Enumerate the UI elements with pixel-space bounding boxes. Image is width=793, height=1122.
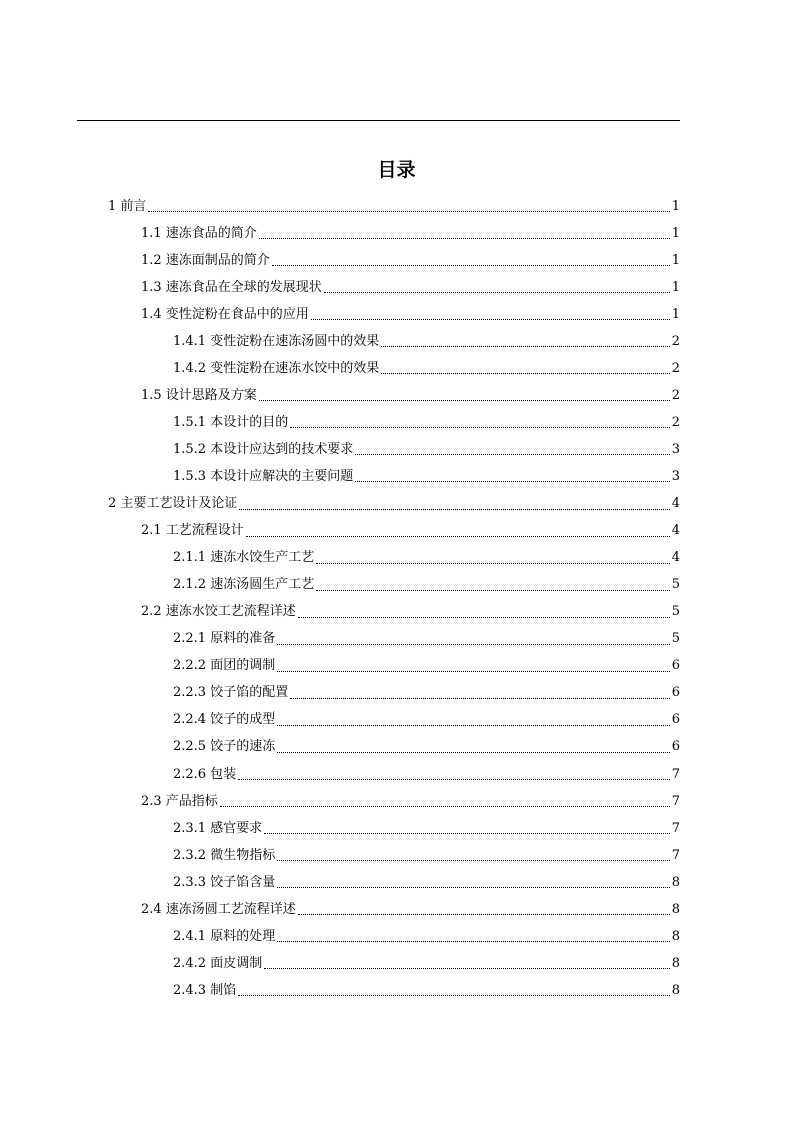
- toc-entry-page-number: 5: [671, 604, 680, 620]
- toc-dot-leader: [324, 276, 670, 293]
- toc-entry[interactable]: [173, 815, 680, 842]
- toc-dot-leader: [259, 222, 670, 239]
- toc-entry-label: 1.5.3 本设计应解决的主要问题: [173, 468, 354, 484]
- toc-entry-page-number: 6: [671, 685, 680, 701]
- toc-entry-page-number: 1: [671, 279, 680, 295]
- toc-entry-label: 1.4.1 变性淀粉在速冻汤圆中的效果: [173, 333, 380, 349]
- toc-dot-leader: [381, 330, 670, 347]
- toc-dot-leader: [298, 898, 670, 915]
- toc-entry-label: 1.5.1 本设计的目的: [173, 414, 289, 430]
- toc-entry[interactable]: [141, 788, 680, 815]
- toc-entry-page-number: 1: [671, 225, 680, 241]
- toc-entry-label: 2.2.2 面团的调制: [173, 658, 276, 674]
- toc-entry-page-number: 7: [671, 793, 680, 809]
- toc-dot-leader: [148, 195, 670, 212]
- toc-entry-page-number: 3: [671, 468, 680, 484]
- toc-entry-label: 2.4.3 制馅: [173, 982, 237, 998]
- toc-entry[interactable]: [173, 734, 680, 761]
- toc-dot-leader: [355, 438, 670, 455]
- toc-entry[interactable]: [141, 518, 680, 545]
- toc-entry-label: 1.5 设计思路及方案: [141, 387, 257, 403]
- toc-dot-leader: [277, 736, 670, 753]
- toc-entry[interactable]: [141, 220, 680, 247]
- table-of-contents: [0, 193, 793, 1004]
- toc-dot-leader: [246, 520, 670, 537]
- toc-dot-leader: [277, 925, 670, 942]
- toc-entry-label: 2.2 速冻水饺工艺流程详述: [141, 604, 296, 620]
- toc-dot-leader: [316, 574, 670, 591]
- toc-entry-page-number: 8: [671, 955, 680, 971]
- toc-entry[interactable]: [173, 436, 680, 463]
- toc-entry[interactable]: [141, 382, 680, 409]
- toc-entry-label: 2.3.1 感官要求: [173, 820, 263, 836]
- toc-entry-label: 2.4.1 原料的处理: [173, 928, 276, 944]
- toc-entry[interactable]: [173, 409, 680, 436]
- toc-entry[interactable]: [141, 896, 680, 923]
- toc-entry[interactable]: [173, 355, 680, 382]
- toc-entry-page-number: 8: [671, 982, 680, 998]
- toc-entry[interactable]: [108, 193, 680, 220]
- toc-dot-leader: [290, 411, 670, 428]
- toc-dot-leader: [290, 682, 670, 699]
- toc-entry-label: 2.2.3 饺子馅的配置: [173, 685, 289, 701]
- toc-entry[interactable]: [173, 923, 680, 950]
- toc-entry-label: 2.4.2 面皮调制: [173, 955, 263, 971]
- toc-entry-page-number: 1: [671, 306, 680, 322]
- toc-dot-leader: [316, 547, 670, 564]
- toc-entry-label: 1 前言: [108, 198, 147, 214]
- toc-entry-page-number: 3: [671, 441, 680, 457]
- toc-entry-page-number: 5: [671, 631, 680, 647]
- toc-entry-page-number: 2: [671, 414, 680, 430]
- toc-entry-label: 2.4 速冻汤圆工艺流程详述: [141, 901, 296, 917]
- toc-entry-page-number: 4: [671, 550, 680, 566]
- toc-entry-page-number: 6: [671, 739, 680, 755]
- toc-entry-label: 2.3.2 微生物指标: [173, 847, 276, 863]
- toc-dot-leader: [277, 655, 670, 672]
- toc-entry-label: 1.5.2 本设计应达到的技术要求: [173, 441, 354, 457]
- toc-entry[interactable]: [173, 842, 680, 869]
- toc-dot-leader: [381, 357, 670, 374]
- toc-dot-leader: [259, 384, 670, 401]
- toc-entry-page-number: 8: [671, 928, 680, 944]
- toc-dot-leader: [272, 249, 670, 266]
- toc-dot-leader: [277, 709, 670, 726]
- toc-entry-label: 2.1.2 速冻汤圆生产工艺: [173, 577, 315, 593]
- toc-entry-page-number: 7: [671, 766, 680, 782]
- toc-title: 目录: [377, 159, 416, 181]
- toc-entry[interactable]: [173, 463, 680, 490]
- toc-dot-leader: [311, 303, 670, 320]
- toc-entry-page-number: 8: [671, 874, 680, 890]
- toc-dot-leader: [220, 790, 670, 807]
- toc-entry-label: 2.1 工艺流程设计: [141, 523, 244, 539]
- toc-dot-leader: [277, 628, 670, 645]
- toc-entry-label: 1.3 速冻食品在全球的发展现状: [141, 279, 322, 295]
- toc-entry[interactable]: [173, 680, 680, 707]
- toc-entry-label: 2.3.3 饺子馅含量: [173, 874, 276, 890]
- toc-entry-page-number: 5: [671, 577, 680, 593]
- toc-dot-leader: [264, 817, 670, 834]
- toc-entry-label: 1.4 变性淀粉在食品中的应用: [141, 306, 309, 322]
- toc-entry[interactable]: [141, 599, 680, 626]
- toc-entry[interactable]: [173, 653, 680, 680]
- toc-entry[interactable]: [173, 707, 680, 734]
- toc-entry-label: 1.2 速冻面制品的简介: [141, 252, 270, 268]
- toc-entry-page-number: 6: [671, 712, 680, 728]
- toc-entry[interactable]: [173, 572, 680, 599]
- toc-entry-label: 1.1 速冻食品的简介: [141, 225, 257, 241]
- toc-entry[interactable]: [173, 626, 680, 653]
- toc-entry[interactable]: [141, 301, 680, 328]
- toc-entry-label: 2.2.6 包装: [173, 766, 237, 782]
- toc-entry-page-number: 1: [671, 252, 680, 268]
- toc-entry-label: 1.4.2 变性淀粉在速冻水饺中的效果: [173, 360, 380, 376]
- toc-entry-page-number: 2: [671, 360, 680, 376]
- toc-entry-label: 2.2.5 饺子的速冻: [173, 739, 276, 755]
- toc-entry[interactable]: [173, 977, 680, 1004]
- toc-entry[interactable]: [141, 247, 680, 274]
- toc-entry[interactable]: [173, 328, 680, 355]
- toc-entry-page-number: 4: [671, 523, 680, 539]
- toc-entry-page-number: 4: [671, 496, 680, 512]
- header-rule: [77, 120, 680, 121]
- toc-dot-leader: [264, 952, 670, 969]
- toc-entry[interactable]: [108, 491, 680, 518]
- toc-entry-page-number: 6: [671, 658, 680, 674]
- toc-entry[interactable]: [141, 274, 680, 301]
- toc-entry-label: 2 主要工艺设计及论证: [108, 496, 238, 512]
- toc-entry[interactable]: [173, 869, 680, 896]
- toc-entry-page-number: 8: [671, 901, 680, 917]
- toc-entry-page-number: 7: [671, 847, 680, 863]
- toc-entry-label: 2.1.1 速冻水饺生产工艺: [173, 550, 315, 566]
- toc-dot-leader: [298, 601, 670, 618]
- toc-dot-leader: [277, 871, 670, 888]
- toc-entry-label: 2.3 产品指标: [141, 793, 218, 809]
- toc-entry-label: 2.2.4 饺子的成型: [173, 712, 276, 728]
- toc-entry-label: 2.2.1 原料的准备: [173, 631, 276, 647]
- toc-dot-leader: [238, 763, 670, 780]
- toc-entry[interactable]: [173, 761, 680, 788]
- toc-entry-page-number: 2: [671, 387, 680, 403]
- toc-entry-page-number: 1: [671, 198, 680, 214]
- toc-dot-leader: [238, 979, 670, 996]
- toc-entry[interactable]: [173, 950, 680, 977]
- toc-entry-page-number: 7: [671, 820, 680, 836]
- toc-dot-leader: [355, 465, 670, 482]
- toc-entry[interactable]: [173, 545, 680, 572]
- toc-entry-page-number: 2: [671, 333, 680, 349]
- toc-dot-leader: [277, 844, 670, 861]
- toc-dot-leader: [239, 493, 670, 510]
